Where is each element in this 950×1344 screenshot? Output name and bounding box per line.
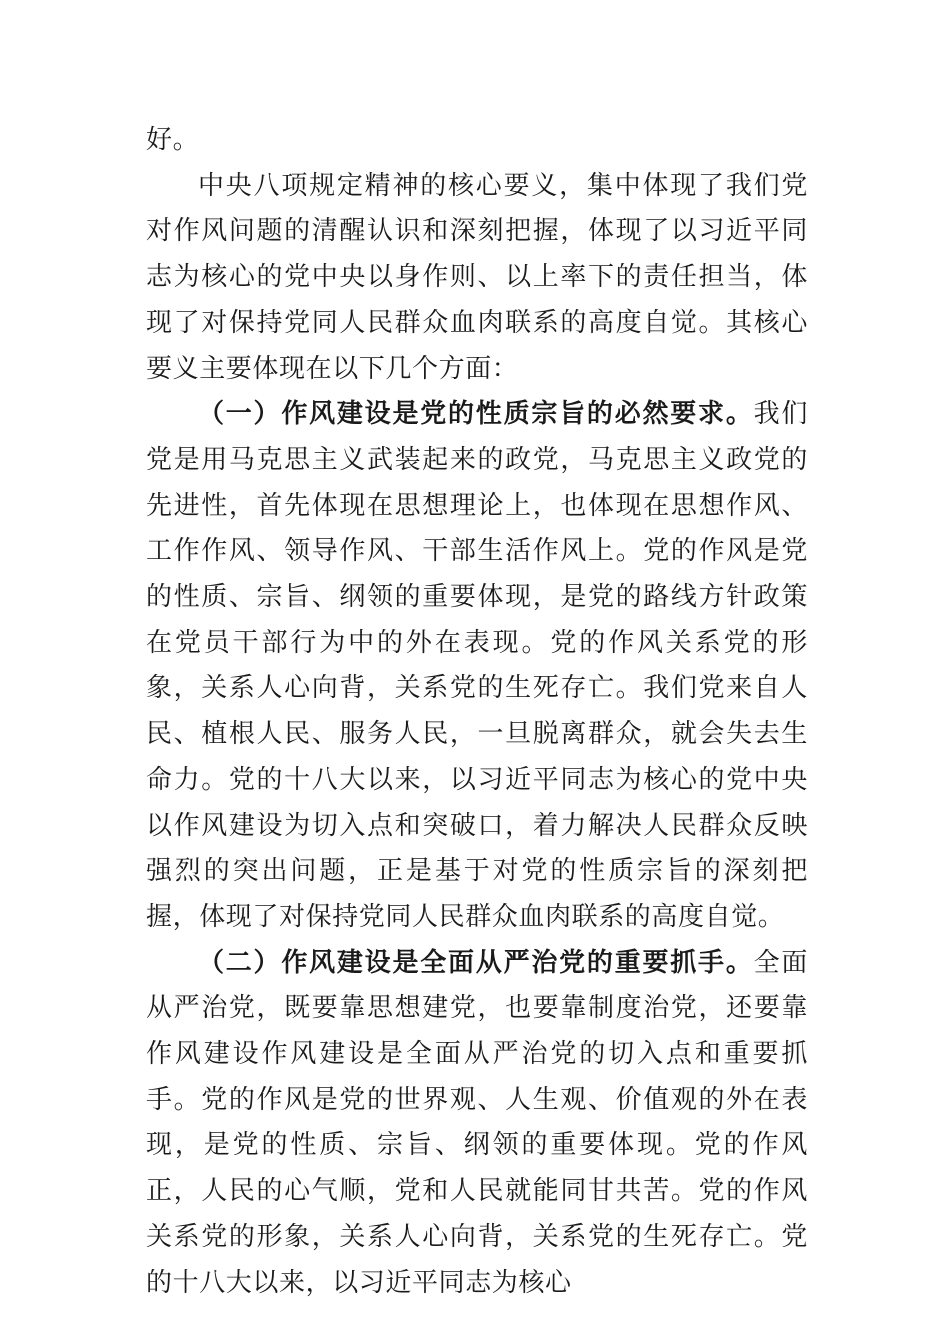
paragraph-text: 好。 [146, 125, 200, 155]
paragraph-continuation [146, 118, 808, 164]
document-body [146, 118, 808, 1306]
section-heading-two: （二）作风建设是全面从严治党的重要抓手。 [198, 947, 754, 978]
paragraph-text: 全面从严治党，既要靠思想建党，也要靠制度治党，还要靠作风建设作风建设是全面从严治党的切入点和重要抓手。党的作风是党的世界观、人生观、价值观的外在表现，是党的性质、宗旨、纲领的重要体现。党的作风正，人民的心气顺，党和人民就能同甘共苦。党的作风关系党的形象，关系人心向背，关系党的生死存亡。党的十八大以来，以习近平同志为核心 [146, 947, 808, 1298]
paragraph-text: 我们党是用马克思主义武装起来的政党，马克思主义政党的先进性，首先体现在思想理论上，也体现在思想作风、工作作风、领导作风、干部生活作风上。党的作风是党的性质、宗旨、纲领的重要体现，是党的路线方针政策在党员干部行为中的外在表现。党的作风关系党的形象，关系人心向背，关系党的生死存亡。我们党来自人民、植根人民、服务人民，一旦脱离群众，就会失去生命力。党的十八大以来，以习近平同志为核心的党中央以作风建设为切入点和突破口，着力解决人民群众反映强烈的突出问题，正是基于对党的性质宗旨的深刻把握，体现了对保持党同人民群众血肉联系的高度自觉。 [146, 399, 808, 932]
paragraph-section-one [146, 392, 808, 940]
paragraph-core-essence [146, 164, 808, 393]
section-heading-one: （一）作风建设是党的性质宗旨的必然要求。 [198, 399, 754, 430]
paragraph-text: 中央八项规定精神的核心要义，集中体现了我们党对作风问题的清醒认识和深刻把握，体现了以习近平同志为核心的党中央以身作则、以上率下的责任担当，体现了对保持党同人民群众血肉联系的高度自觉。其核心要义主要体现在以下几个方面： [146, 170, 808, 384]
paragraph-section-two [146, 941, 808, 1307]
